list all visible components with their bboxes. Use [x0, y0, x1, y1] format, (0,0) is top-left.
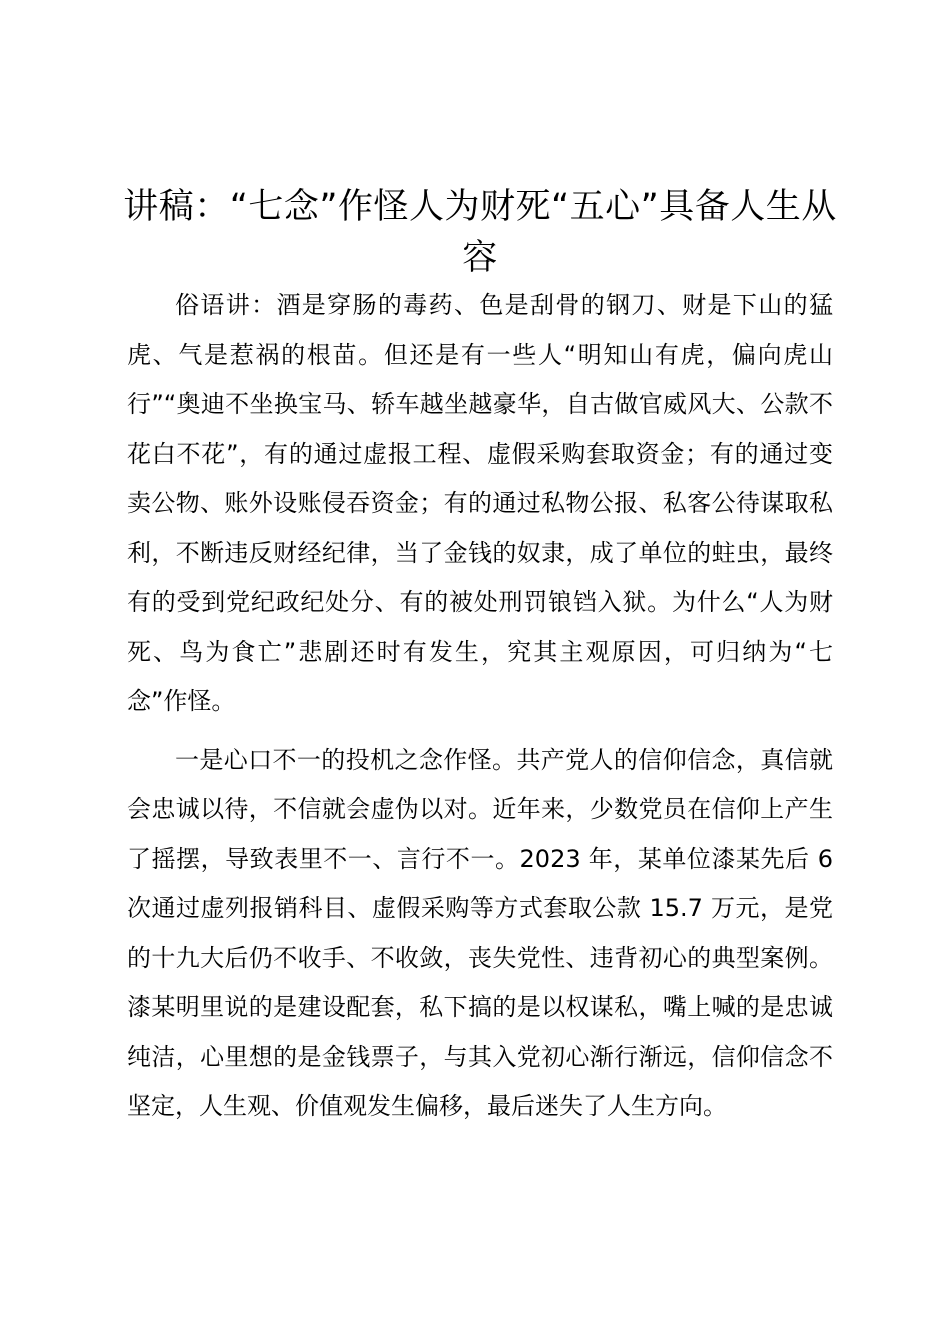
document-title: 讲稿：“七念”作怪人为财死“五心”具备人生从容: [123, 187, 837, 278]
paragraph-intro: 俗语讲：酒是穿肠的毒药、色是刮骨的钢刀、财是下山的猛虎、气是惹祸的根苗。但还是有一些人“明知山有虎，偏向虎山行”“奥迪不坐换宝马、轿车越坐越豪华，自古做官威风大、公款不花白不花”，有的通过虚报工程、虚假采购套取资金；有的通过变卖公物、账外设账侵吞资金；有的通过私物公报、私客公待谋取私利，不断违反财经纪律，当了金钱的奴隶，成了单位的蛀虫，最终有的受到党纪政纪处分、有的被处刑罚锒铛入狱。为什么“人为财死、鸟为食亡”悲剧还时有发生，究其主观原因，可归纳为“七念”作怪。: [127, 291, 833, 715]
paragraph-point-one: 一是心口不一的投机之念作怪。共产党人的信仰信念，真信就会忠诚以待，不信就会虚伪以对。近年来，少数党员在信仰上产生了摇摆，导致表里不一、言行不一。2023 年，某单位漆某先后 6 次通过虚列报销科目、虚假采购等方式套取公款 15.7 万元，是党的十九大后仍不收手、不收敛，丧失党性、违背初心的典型案例。漆某明里说的是建设配套，私下搞的是以权谋私，嘴上喊的是忠诚纯洁，心里想的是金钱票子，与其入党初心渐行渐远，信仰信念不坚定，人生观、价值观发生偏移，最后迷失了人生方向。: [127, 745, 833, 1120]
document-body: [127, 281, 833, 1132]
